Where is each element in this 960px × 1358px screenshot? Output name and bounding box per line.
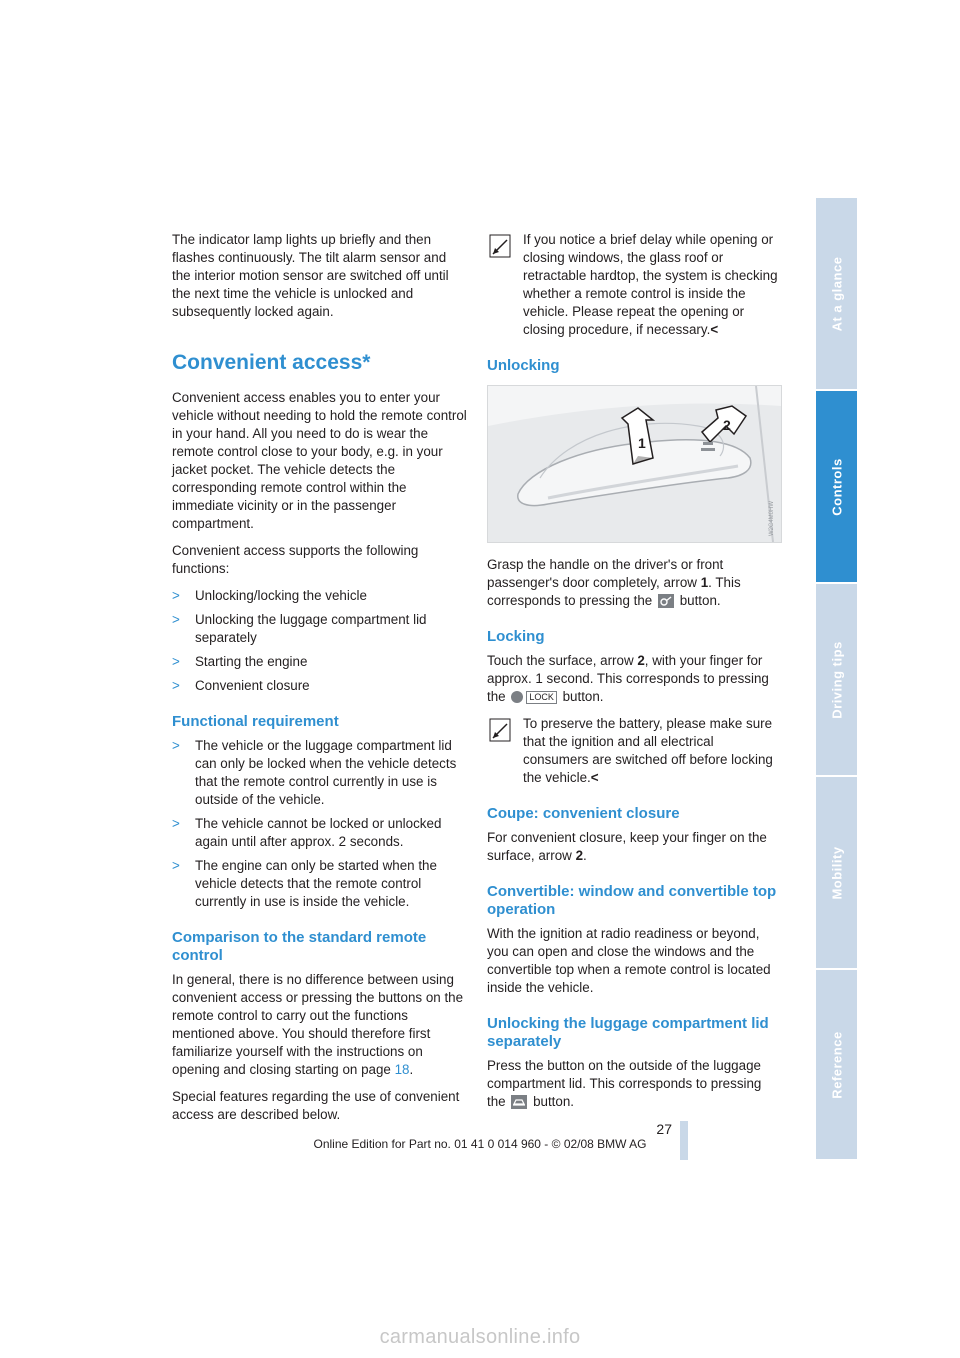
subheading-locking: Locking (487, 628, 545, 645)
intro-paragraph: The indicator lamp lights up briefly and then flashes continuously. The tilt alarm sensor and the interior motion sensor are switched off until the next time the vehicle is unlocked and subsequently locked again. (172, 232, 449, 319)
list-item (172, 587, 467, 605)
note-delay (487, 231, 782, 339)
bullet-marker: > (172, 588, 180, 603)
lock-circle-icon (511, 691, 523, 703)
comparison-text: In general, there is no difference between using convenient access or pressing the buttons on the remote control to carry out the functions mentioned above. You should therefore first familiarize yourself with the instructions on opening and closing starting on page (172, 972, 464, 1077)
bullet-marker: > (172, 738, 180, 753)
list-item-text: Convenient closure (195, 678, 310, 693)
special-features-paragraph: Special features regarding the use of convenient access are described below. (172, 1089, 460, 1122)
left-column (172, 231, 467, 1133)
tab-label: At a glance (829, 256, 844, 331)
requirements-list (172, 737, 467, 911)
arrow-1-label: 1 (638, 435, 646, 451)
arrow-number: 2 (575, 848, 584, 863)
list-item-text: Starting the engine (195, 654, 308, 669)
locking-text-c: button. (558, 689, 604, 704)
end-mark: < (590, 770, 599, 785)
note-text (523, 231, 782, 339)
subheading-coupe: Coupe: convenient closure (487, 805, 680, 822)
subheading-functional-requirement: Functional requirement (172, 713, 339, 730)
tab-mobility[interactable] (816, 777, 857, 968)
locking-text-b: , with your finger for approx. 1 second. This corresponds to pressing the (487, 653, 769, 704)
subheading-convertible: Convertible: window and convertible top operation (487, 883, 777, 918)
tab-driving-tips[interactable] (816, 584, 857, 775)
tab-label: Mobility (829, 845, 844, 900)
section-heading-convenient-access: Convenient access* (172, 351, 371, 374)
list-item (172, 815, 467, 851)
coupe-paragraph (487, 829, 782, 865)
unlocking-text-b: . This corresponds to pressing the (487, 575, 741, 608)
locking-text-a: Touch the surface, arrow (487, 653, 638, 668)
lock-button-icon (511, 691, 557, 704)
tab-label: Driving tips (829, 640, 844, 719)
list-item-text: The vehicle cannot be locked or unlocked again until after approx. 2 seconds. (195, 816, 442, 849)
luggage-paragraph (487, 1057, 782, 1111)
unlock-button-icon (658, 594, 674, 608)
tab-controls[interactable] (816, 391, 857, 582)
list-item-text: Unlocking the luggage compartment lid separately (195, 612, 427, 645)
tab-at-a-glance[interactable] (816, 198, 857, 389)
list-item (172, 857, 467, 911)
convenient-access-description: Convenient access enables you to enter your vehicle without needing to hold the remote control in your hand. All you need to do is wear the remote control close to your body, e.g. in your jacket pocket. The vehicle detects the corresponding remote control within the immediate vicinity or in the passenger compartment. (172, 390, 467, 531)
figure-code: W2C4M0HW (769, 500, 775, 536)
unlocking-text-c: button. (675, 593, 721, 608)
note-text-body: If you notice a brief delay while opening or closing windows, the glass roof or retractable hardtop, the system is checking whether a remote control is inside the vehicle. Please repeat the opening or closing procedure, if necessary. (523, 232, 778, 337)
note-battery (487, 715, 782, 787)
arrow-2-label: 2 (723, 417, 731, 433)
bullet-marker: > (172, 654, 180, 669)
page-reference-link[interactable]: 18 (394, 1062, 410, 1077)
right-column (487, 231, 782, 1120)
comparison-paragraph (172, 971, 467, 1079)
list-item-text: The vehicle or the luggage compartment lid can only be locked when the vehicle detects that the remote control currently in use is outside of the vehicle. (195, 738, 457, 807)
tab-label: Controls (829, 457, 844, 516)
list-item (172, 737, 467, 809)
subheading-comparison: Comparison to the standard remote control (172, 929, 427, 964)
arrow-number: 1 (700, 575, 709, 590)
convertible-paragraph: With the ignition at radio readiness or beyond, you can open and close the windows and the convertible top when a remote control is located inside the vehicle. (487, 926, 771, 995)
edition-line: Online Edition for Part no. 01 41 0 014 960 - © 02/08 BMW AG (313, 1137, 647, 1151)
tab-label: Reference (829, 1030, 844, 1099)
subheading-luggage: Unlocking the luggage compartment lid separately (487, 1015, 769, 1050)
coupe-text-b: . (583, 848, 587, 863)
subheading-unlocking: Unlocking (487, 357, 560, 374)
note-text (523, 715, 782, 787)
watermark: carmanualsonline.info (379, 1326, 581, 1348)
note-text-body: To preserve the battery, please make sure that the ignition and all electrical consumers are switched off before locking the vehicle. (523, 716, 773, 785)
locking-paragraph (487, 652, 782, 706)
section-tabs (816, 198, 857, 1159)
trunk-button-icon (511, 1095, 527, 1109)
arrow-number: 2 (637, 653, 645, 668)
luggage-text-b: button. (529, 1094, 575, 1109)
list-item (172, 653, 467, 671)
tab-reference[interactable] (816, 970, 857, 1159)
bullet-marker: > (172, 678, 180, 693)
note-icon (489, 234, 511, 258)
page-number: 27 (656, 1121, 672, 1137)
unlocking-paragraph (487, 556, 782, 610)
door-handle-image (488, 386, 781, 542)
bullet-marker: > (172, 612, 180, 627)
list-item (172, 611, 467, 647)
bullet-marker: > (172, 858, 180, 873)
unlocking-text-a: Grasp the handle on the driver's or front passenger's door completely, arrow (487, 557, 724, 590)
coupe-text-a: For convenient closure, keep your finger on the surface, arrow (487, 830, 767, 863)
luggage-text-a: Press the button on the outside of the luggage compartment lid. This corresponds to pressing the (487, 1058, 762, 1109)
comparison-text-end: . (409, 1062, 414, 1077)
bullet-marker: > (172, 816, 180, 831)
list-item-text: The engine can only be started when the vehicle detects that the remote control currently in use is inside the vehicle. (195, 858, 437, 909)
door-handle-illustration (487, 385, 782, 543)
end-mark: < (710, 322, 719, 337)
list-item-text: Unlocking/locking the vehicle (195, 588, 367, 603)
list-item (172, 677, 467, 695)
note-icon (489, 718, 511, 742)
functions-intro: Convenient access supports the following functions: (172, 543, 419, 576)
functions-list (172, 587, 467, 695)
lock-icon-text: LOCK (526, 691, 557, 704)
